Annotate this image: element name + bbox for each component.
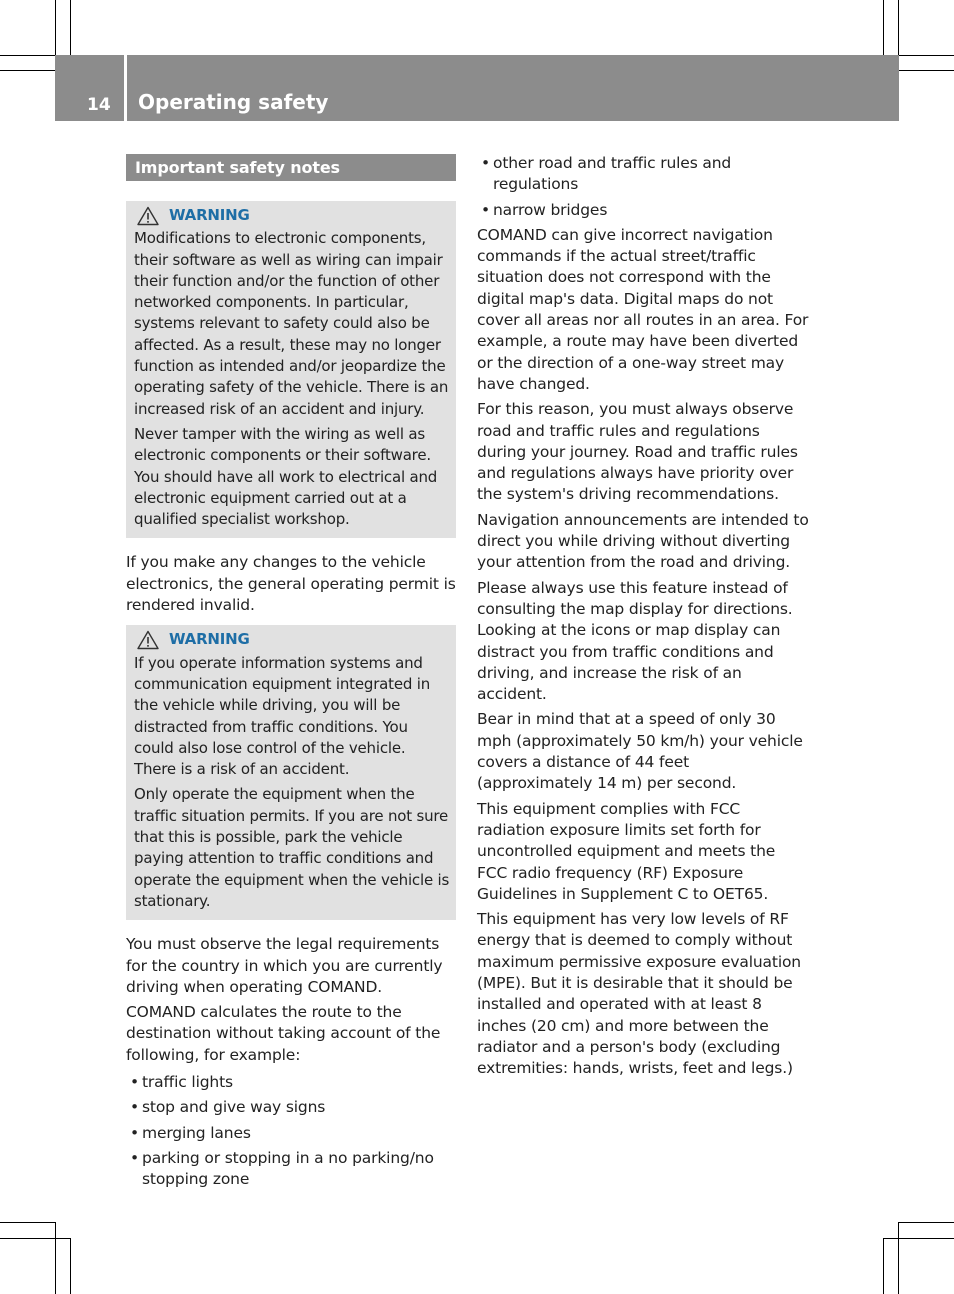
body-paragraph: You must observe the legal requirements for the country in which you are currently driving when operating COMAND. (126, 935, 443, 996)
bullet-list (477, 153, 809, 221)
warning-label: WARNING (169, 630, 250, 649)
body-paragraph: If you make any changes to the vehicle electronics, the general operating permit is rendered invalid. (126, 553, 456, 615)
crop-mark (0, 70, 55, 71)
crop-mark (899, 70, 954, 71)
crop-mark (55, 1222, 56, 1294)
body-paragraph: Bear in mind that at a speed of only 30 mph (approximately 50 km/h) your vehicle covers a distance of 44 feet (approximately 14 m) per second. (477, 710, 803, 793)
warning-text: Only operate the equipment when the traffic situation permits. If you are not sure that this is possible, park the vehicle paying attention to traffic conditions and operate the equipment when the vehicle is stationary. (134, 785, 450, 910)
warning-label: WARNING (169, 206, 250, 224)
body-paragraph: This equipment complies with FCC radiation exposure limits set forth for uncontrolled equipment and meets the FCC radio frequency (RF) Exposure Guidelines in Supplement C to OET65. (477, 799, 776, 903)
crop-mark (898, 1222, 899, 1294)
list-item: • stop and give way signs (126, 1097, 456, 1118)
crop-mark (883, 1238, 884, 1294)
body-paragraph: This equipment has very low levels of RF energy that is deemed to comply without maximum permissive exposure evaluation (MPE). But it is desirable that it should be installed and operated with at least 8 inches (20 cm) and more between the radiator and a person's body (excluding extremities: hands, wrists, feet and legs.) (477, 910, 801, 1078)
crop-mark (70, 0, 71, 55)
crop-mark (0, 55, 55, 56)
warning-triangle-icon (137, 206, 159, 226)
body-paragraph: COMAND can give incorrect navigation commands if the actual street/traffic situation does not correspond with the digital map's data. Digital maps do not cover all areas nor all routes in an area. For example, a route may have been diverted or the direction of a one-way street may have changed. (477, 225, 809, 393)
warning-text: Modifications to electronic components, their software as well as wiring can impair their function and/or the function of other networked components. In particular, systems relevant to safety could also be affected. As a result, these may no longer function as intended and/or jeopardize the operating safety of the vehicle. There is an increased risk of an accident and injury. (134, 229, 449, 418)
warning-triangle-icon (137, 630, 159, 650)
header-divider (124, 55, 127, 121)
warning-box (126, 201, 456, 538)
warning-header (134, 205, 450, 226)
body-paragraph: COMAND calculates the route to the destination without taking account of the following, for example: (126, 1003, 441, 1064)
list-item: • narrow bridges (477, 200, 809, 221)
body-paragraph: Navigation announcements are intended to direct you while driving without diverting your attention from the road and driving. (477, 510, 809, 572)
page-title: Operating safety (138, 90, 329, 114)
left-column (126, 154, 456, 1194)
page-number: 14 (87, 95, 111, 115)
crop-mark (899, 1222, 954, 1223)
warning-header (134, 629, 450, 650)
warning-box (126, 625, 456, 920)
crop-mark (70, 1238, 71, 1294)
crop-mark (899, 55, 954, 56)
body-paragraph: For this reason, you must always observe road and traffic rules and regulations during your journey. Road and traffic rules and regulations always have priority over the system's driving recommendations. (477, 400, 798, 504)
bullet-list (126, 1072, 456, 1190)
right-column (477, 153, 809, 1083)
crop-mark (55, 0, 56, 55)
list-item: • parking or stopping in a no parking/no stopping zone (126, 1148, 456, 1191)
warning-text: Never tamper with the wiring as well as electronic components or their software. You should have all work to electrical and electronic equipment carried out at a qualified specialist workshop. (134, 424, 438, 529)
list-item: • merging lanes (126, 1123, 456, 1144)
crop-mark (898, 0, 899, 55)
crop-mark (0, 1222, 55, 1223)
section-heading: Important safety notes (126, 154, 456, 181)
crop-mark (0, 1238, 70, 1239)
list-item: • traffic lights (126, 1072, 456, 1093)
body-paragraph: Please always use this feature instead of consulting the map display for directions. Looking at the icons or map display can distract you from traffic conditions and driving, and increase the risk of an accident. (477, 578, 793, 704)
warning-text: If you operate information systems and communication equipment integrated in the vehicle while driving, you will be distracted from traffic conditions. You could also lose control of the vehicle. There is a risk of an accident. (134, 653, 431, 779)
crop-mark (883, 1238, 954, 1239)
list-item: • other road and traffic rules and regulations (477, 153, 809, 196)
crop-mark (883, 0, 884, 55)
